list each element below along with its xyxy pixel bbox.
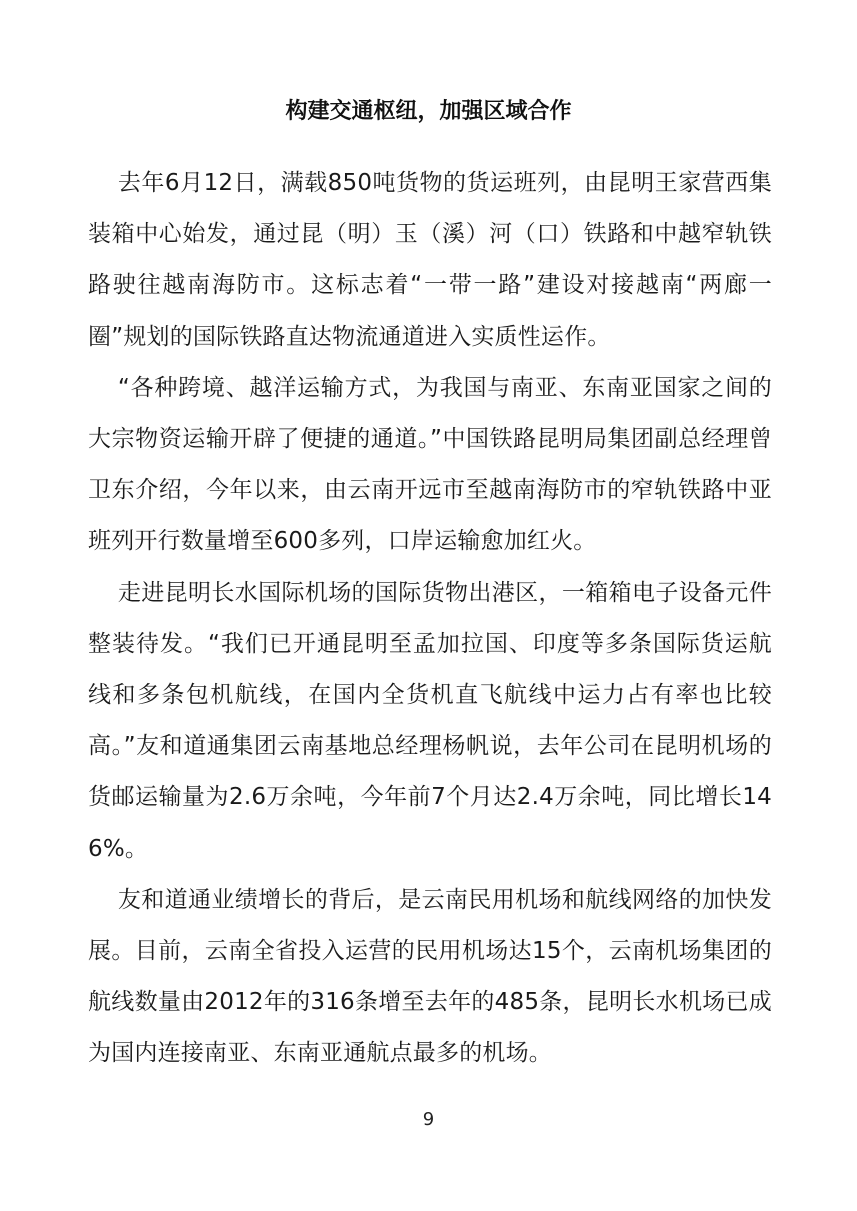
article-body [88, 158, 772, 1080]
article-title: 构建交通枢纽，加强区域合作 [285, 99, 572, 124]
paragraph-4: 友和道通业绩增长的背后，是云南民用机场和航线网络的加快发展。目前，云南全省投入运营的民用机场达15个，云南机场集团的航线数量由2012年的316条增至去年的485条，昆明长水机场已成为国内连接南亚、东南亚通航点最多的机场。 [88, 886, 772, 1067]
paragraph-2: “各种跨境、越洋运输方式，为我国与南亚、东南亚国家之间的大宗物资运输开辟了便捷的通道。”中国铁路昆明局集团副总经理曾卫东介绍，今年以来，由云南开远市至越南海防市的窄轨铁路中亚班列开行数量增至600多列，口岸运输愈加红火。 [88, 374, 772, 555]
paragraph-3: 走进昆明长水国际机场的国际货物出港区，一箱箱电子设备元件整装待发。“我们已开通昆明至孟加拉国、印度等多条国际货运航线和多条包机航线，在国内全货机直飞航线中运力占有率也比较高。”友和道通集团云南基地总经理杨帆说，去年公司在昆明机场的货邮运输量为2.6万余吨，今年前7个月达2.4万余吨，同比增长146%。 [88, 579, 772, 862]
paragraph-1: 去年6月12日，满载850吨货物的货运班列，由昆明王家营西集装箱中心始发，通过昆（明）玉（溪）河（口）铁路和中越窄轨铁路驶往越南海防市。这标志着“一带一路”建设对接越南“两廊一圈”规划的国际铁路直达物流通道进入实质性运作。 [88, 170, 772, 350]
page-number: 9 [422, 1109, 435, 1130]
